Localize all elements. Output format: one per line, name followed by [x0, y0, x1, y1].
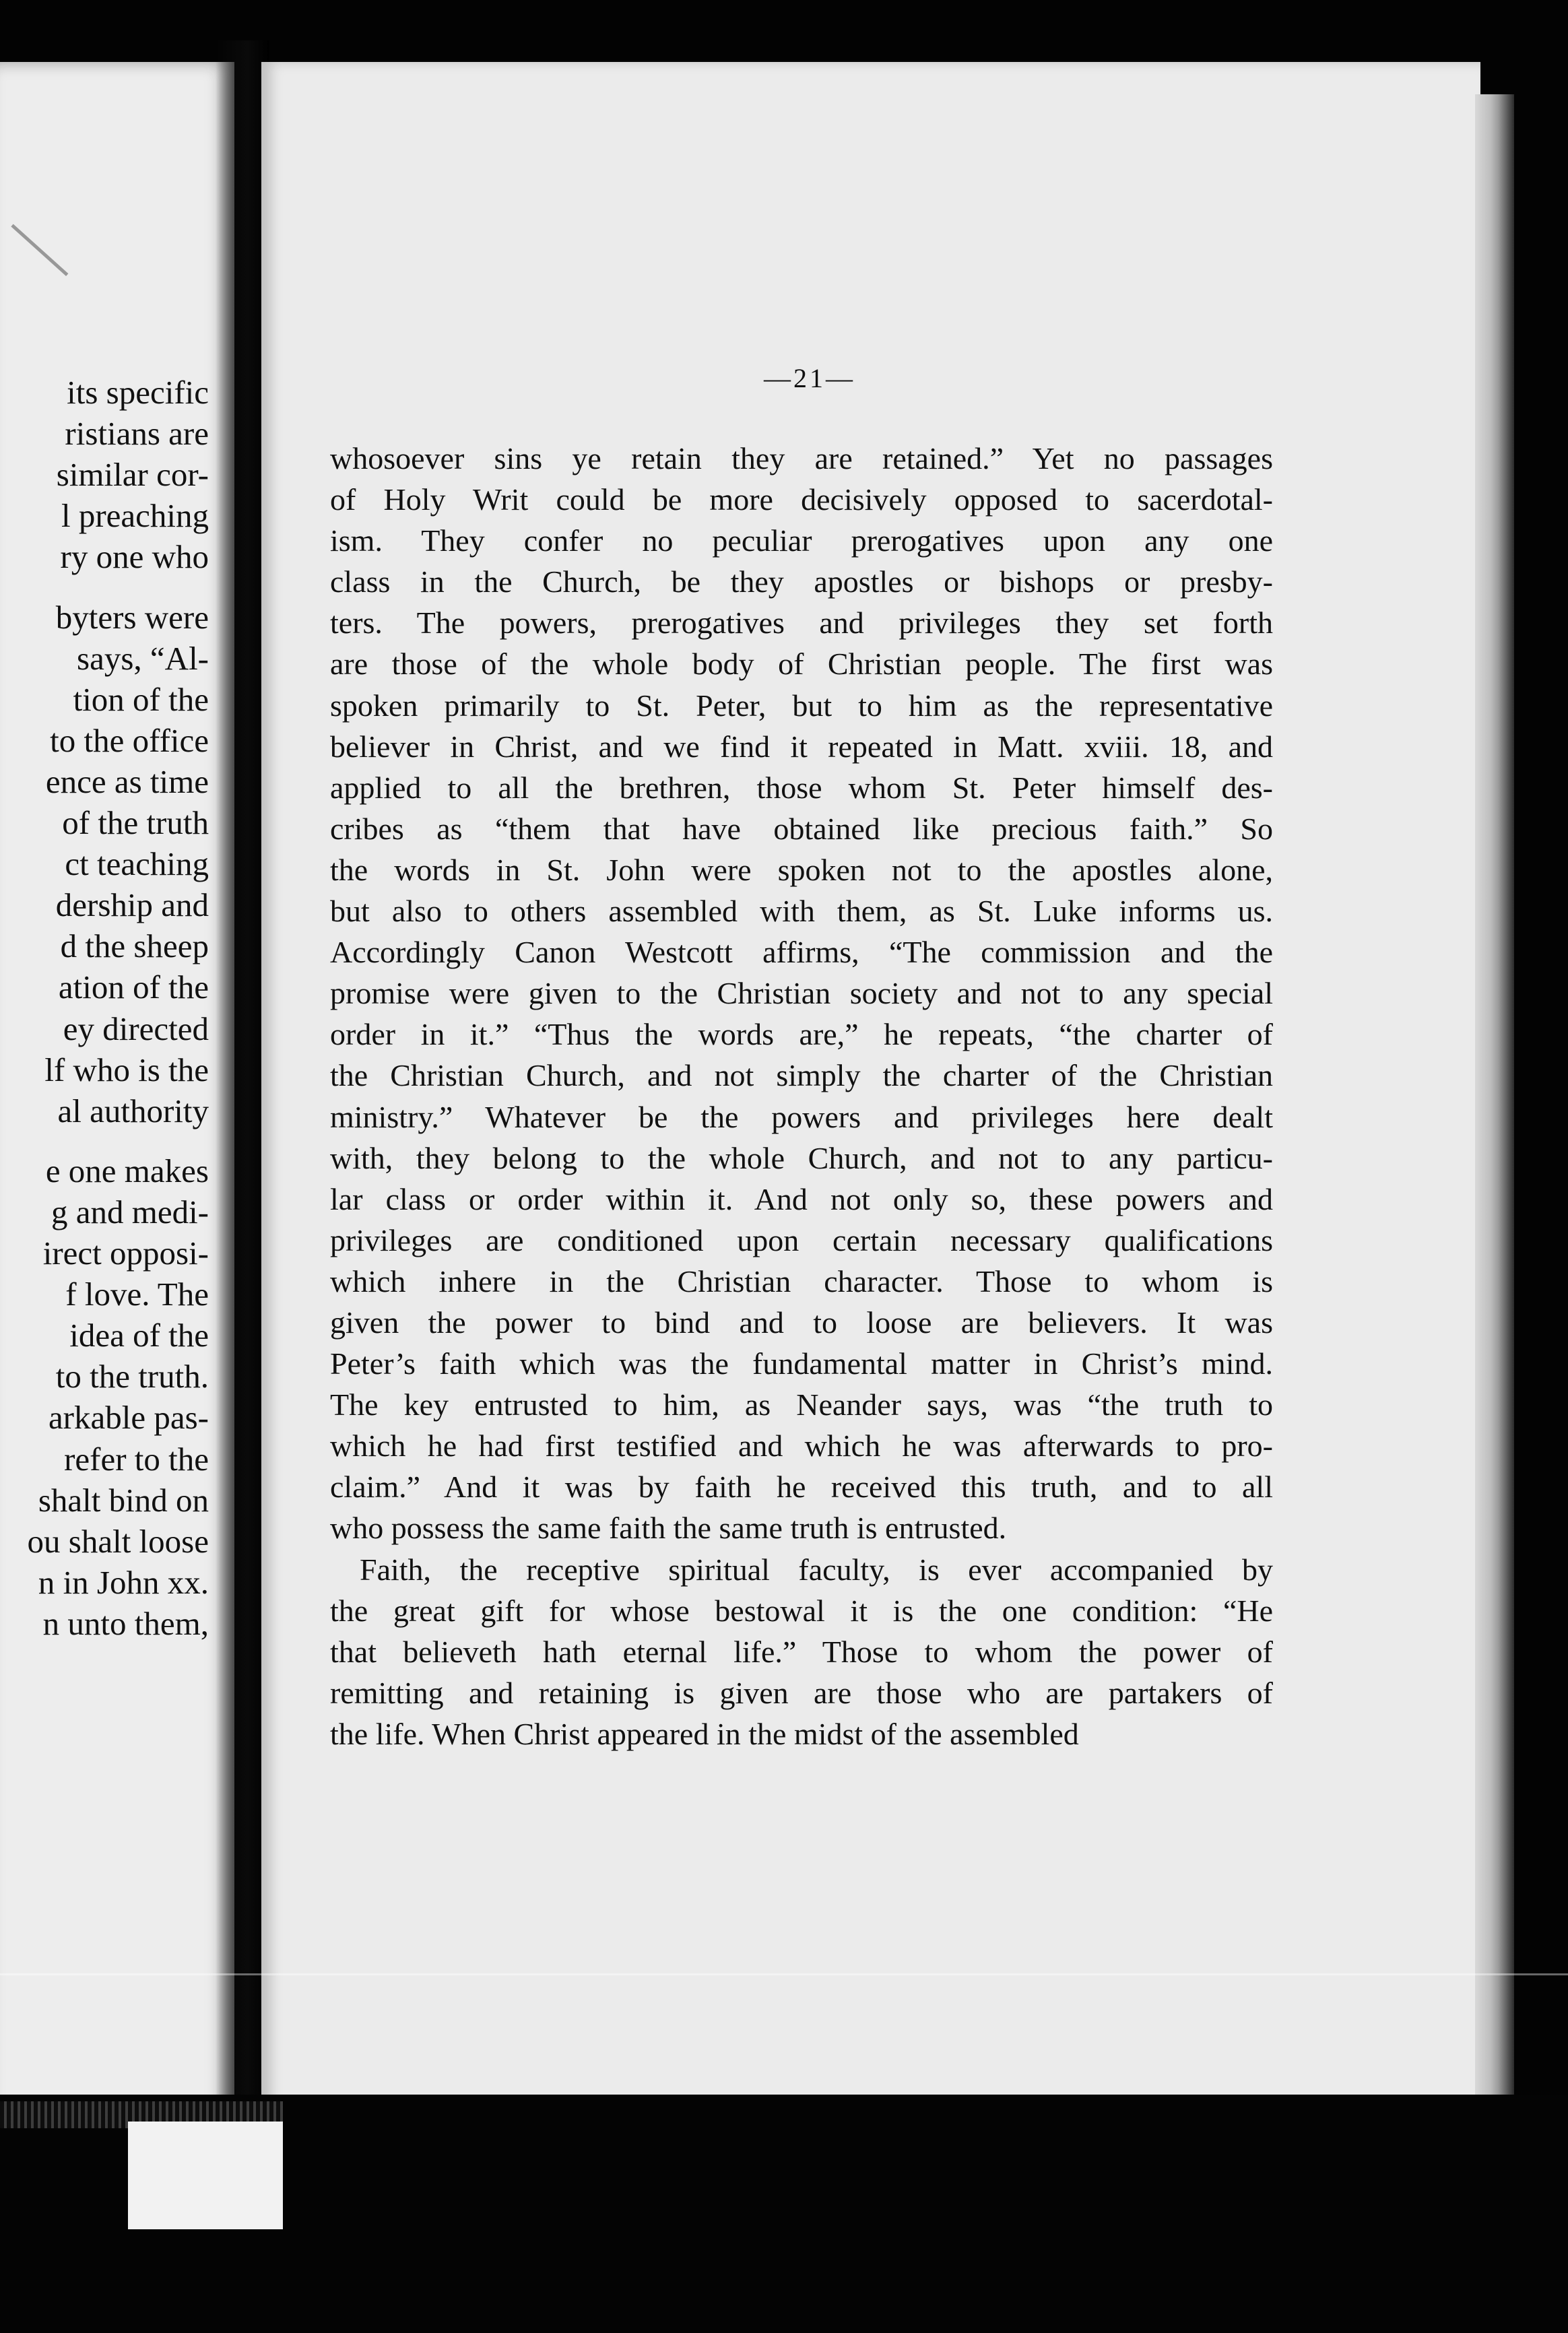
left-text-line: arkable pas-	[48, 1399, 209, 1437]
left-text-line: ey directed	[63, 1010, 209, 1047]
text-line: which he had first testified and which he was afterwards to pro-	[330, 1428, 1273, 1464]
left-text-line: al authority	[57, 1092, 209, 1129]
text-line: given the power to bind and to loose are believers. It was	[330, 1305, 1273, 1340]
text-line: the life. When Christ appeared in the midst of the assembled	[330, 1716, 1079, 1751]
text-line: which inhere in the Christian character. Those to whom is	[330, 1263, 1273, 1299]
page-stack-edge	[1475, 94, 1514, 2108]
text-line: whosoever sins ye retain they are retained.” Yet no passages	[330, 441, 1273, 475]
left-text-line: irect opposi-	[42, 1235, 209, 1272]
pen-mark	[11, 224, 68, 276]
left-text-line: ou shalt loose	[27, 1522, 209, 1560]
text-line: lar class or order within it. And not only so, these powers and	[330, 1181, 1273, 1216]
text-line: privileges are conditioned upon certain necessary qualifications	[330, 1222, 1273, 1257]
text-line: the Christian Church, and not simply the charter of the Christian	[330, 1058, 1273, 1093]
left-text-line: g and medi-	[51, 1193, 209, 1230]
text-line: ism. They confer no peculiar prerogatives upon any one	[330, 523, 1273, 558]
left-text-line: ence as time	[45, 762, 209, 800]
left-text-line: similar cor-	[56, 456, 209, 494]
left-text-line: l preaching	[61, 497, 209, 535]
left-text-line: n unto them,	[42, 1604, 209, 1642]
text-line: that believeth hath eternal life.” Those to whom the power of	[330, 1634, 1273, 1669]
left-text-line: f love. The	[65, 1276, 209, 1313]
text-line: claim.” And it was by faith he received this truth, and to all	[330, 1470, 1273, 1505]
text-line: the great gift for whose bestowal it is the one condition: “He	[330, 1593, 1273, 1628]
text-line: ministry.” Whatever be the powers and privileges here dealt	[330, 1099, 1273, 1134]
left-text-line: dership and	[55, 886, 209, 924]
text-line: believer in Christ, and we find it repeated in Matt. xviii. 18, and	[330, 729, 1273, 764]
left-text-line: n in John xx.	[38, 1563, 209, 1601]
left-text-line: its specific	[67, 374, 209, 411]
text-line: ters. The powers, prerogatives and privileges they set forth	[330, 605, 1273, 640]
text-line: but also to others assembled with them, as St. Luke informs us.	[330, 894, 1273, 929]
left-text-line: e one makes	[45, 1152, 209, 1189]
text-line: the words in St. John were spoken not to the apostles alone,	[330, 852, 1273, 887]
text-line: Peter’s faith which was the fundamental matter in Christ’s mind.	[330, 1346, 1273, 1381]
left-text-line: ct teaching	[65, 845, 209, 883]
page-corner	[128, 2122, 283, 2229]
text-line: with, they belong to the whole Church, and not to any particu-	[330, 1140, 1273, 1175]
left-text-line: to the truth.	[55, 1358, 209, 1395]
left-text-line: shalt bind on	[38, 1481, 209, 1519]
page-number: —21—	[764, 363, 855, 393]
text-line: remitting and retaining is given are those who are partakers of	[330, 1675, 1273, 1710]
left-facing-page	[0, 62, 234, 2116]
left-text-line: ry one who	[60, 538, 209, 576]
text-line: are those of the whole body of Christian people. The first was	[330, 647, 1273, 682]
text-line: order in it.” “Thus the words are,” he repeats, “the charter of	[330, 1017, 1273, 1052]
left-text-line: refer to the	[64, 1440, 209, 1478]
text-line: class in the Church, be they apostles or bishops or presby-	[330, 564, 1273, 599]
text-line: promise were given to the Christian society and not to any special	[330, 976, 1273, 1011]
text-line: of Holy Writ could be more decisively opposed to sacerdotal-	[330, 482, 1273, 517]
scan-artifact-line	[0, 1973, 1568, 1975]
left-text-line: byters were	[55, 598, 209, 636]
text-line: who possess the same faith the same truth is entrusted.	[330, 1511, 1007, 1546]
text-line: Accordingly Canon Westcott affirms, “The commission and the	[330, 935, 1273, 970]
left-text-line: idea of the	[69, 1317, 209, 1354]
text-line: Faith, the receptive spiritual faculty, is ever accompanied by	[360, 1552, 1273, 1587]
left-text-line: ristians are	[65, 415, 209, 453]
text-line: spoken primarily to St. Peter, but to him as the representative	[330, 688, 1273, 723]
left-text-line: of the truth	[62, 804, 209, 841]
left-text-line: to the office	[50, 721, 209, 759]
left-text-line: ation of the	[58, 968, 209, 1006]
left-text-line: tion of the	[73, 680, 209, 718]
text-line: cribes as “them that have obtained like precious faith.” So	[330, 811, 1273, 846]
main-body-text	[330, 438, 1273, 1754]
left-text-line: d the sheep	[60, 927, 209, 965]
text-line: applied to all the brethren, those whom St. Peter himself des-	[330, 770, 1273, 805]
text-line: The key entrusted to him, as Neander says, was “the truth to	[330, 1387, 1273, 1422]
left-text-line: says, “Al-	[77, 639, 209, 677]
left-text-line: lf who is the	[44, 1051, 209, 1088]
